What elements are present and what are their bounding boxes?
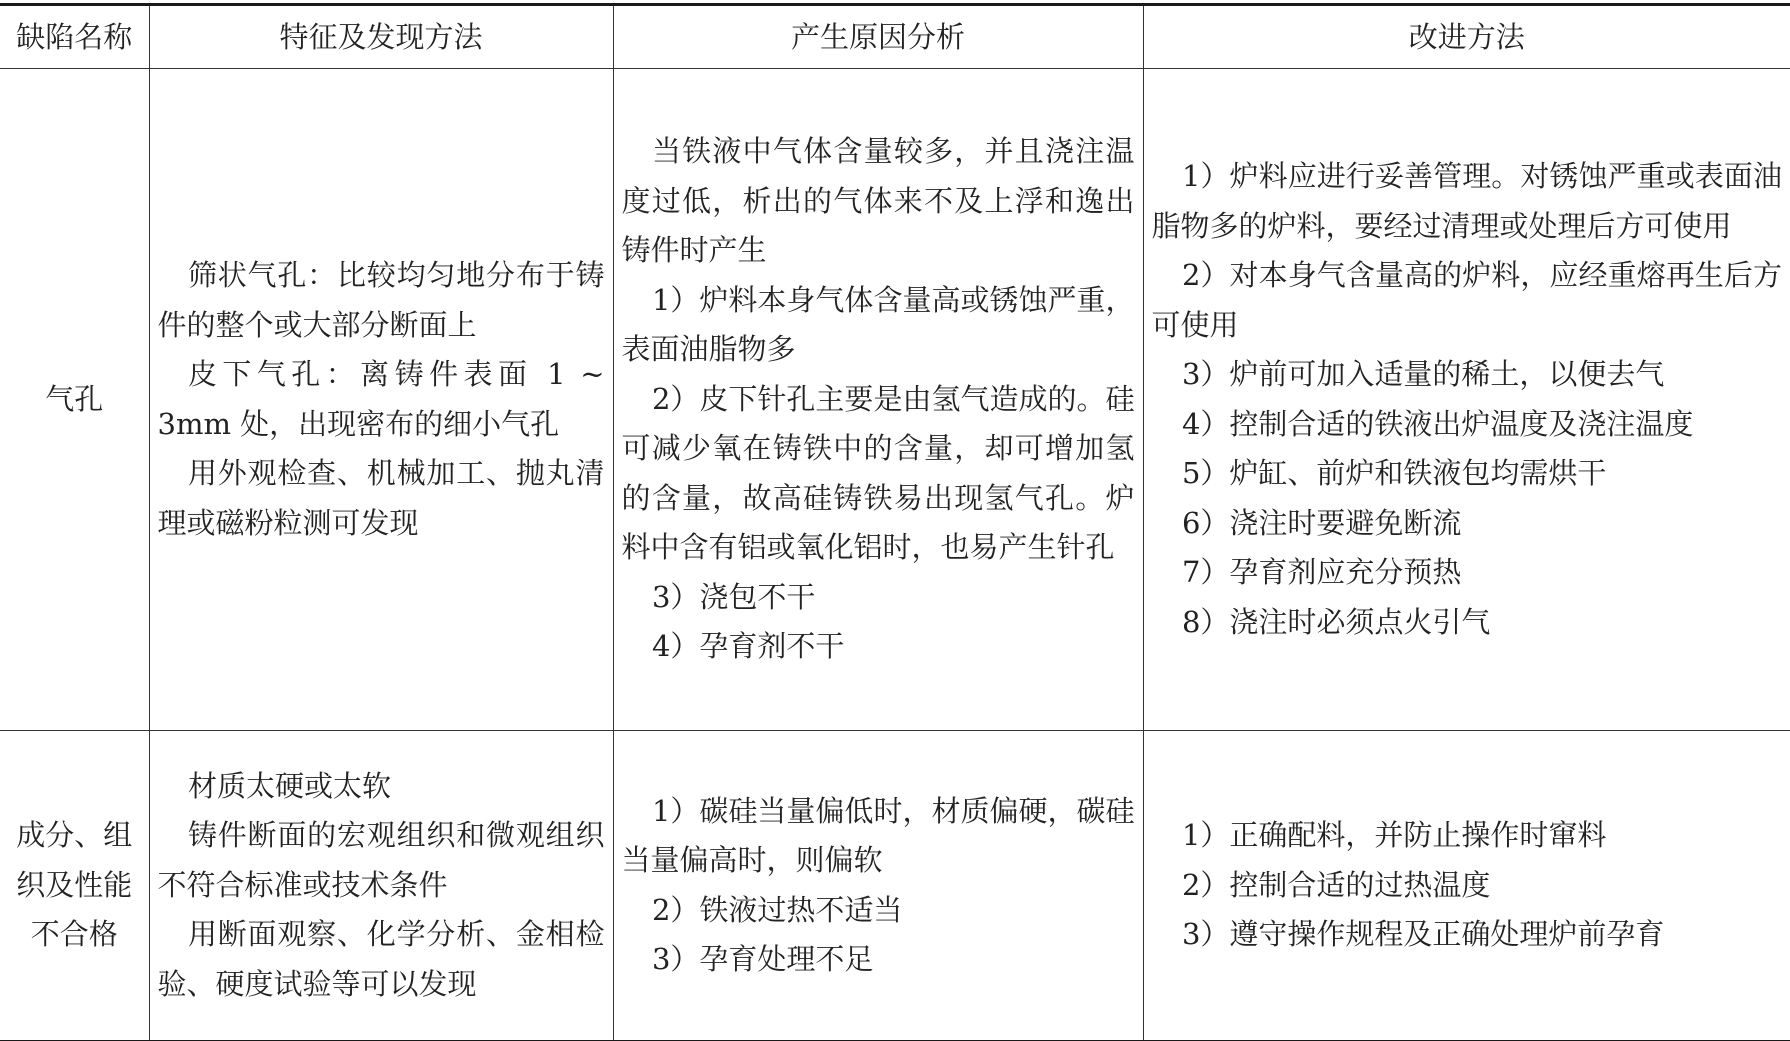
improvement-paragraph: 6）浇注时要避免断流 (1181, 505, 1462, 540)
causes-cell (613, 69, 1143, 731)
causes-cell (613, 731, 1143, 1041)
features-cell (149, 731, 613, 1041)
cause-paragraph: 当铁液中气体含量较多，并且浇注温度过低，析出的气体来不及上浮和逸出铸件时产生 (621, 134, 1135, 268)
defect-name-cell (0, 731, 149, 1041)
improvement-paragraph: 3）炉前可加入适量的稀土，以便去气 (1181, 357, 1665, 391)
feature-paragraph: 材质太硬或太软 (187, 768, 391, 803)
defect-name-line: 成分、组 (16, 818, 133, 853)
cause-paragraph: 4）孕育剂不干 (651, 629, 845, 664)
header-defect-name: 缺陷名称 (0, 5, 149, 69)
cause-paragraph: 1）炉料本身气体含量高或锈蚀严重，表面油脂物多 (621, 282, 1135, 367)
improvement-paragraph: 3）遵守操作规程及正确处理炉前孕育 (1181, 917, 1665, 952)
table-row (0, 731, 1790, 1041)
cause-paragraph: 3）孕育处理不足 (651, 942, 874, 976)
table-row (0, 69, 1790, 731)
header-causes: 产生原因分析 (613, 5, 1143, 69)
header-features: 特征及发现方法 (149, 5, 613, 69)
cause-paragraph: 3）浇包不干 (651, 579, 816, 614)
feature-paragraph: 筛状气孔：比较均匀地分布于铸件的整个或大部分断面上 (157, 258, 605, 342)
defect-name-line: 织及性能 (16, 867, 133, 902)
improvement-paragraph: 2）控制合适的过热温度 (1181, 867, 1491, 902)
features-cell (149, 69, 613, 731)
improvement-paragraph: 2）对本身气含量高的炉料，应经重熔再生后方可使用 (1151, 258, 1782, 342)
header-improvements: 改进方法 (1143, 5, 1790, 69)
improvement-paragraph: 5）炉缸、前炉和铁液包均需烘干 (1181, 456, 1607, 490)
feature-paragraph: 用断面观察、化学分析、金相检验、硬度试验等可以发现 (157, 917, 605, 1001)
improvement-paragraph: 1）炉料应进行妥善管理。对锈蚀严重或表面油脂物多的炉料，要经过清理或处理后方可使用 (1151, 159, 1782, 243)
improvements-cell (1143, 69, 1790, 731)
defect-name-line: 不合格 (30, 917, 118, 952)
cause-paragraph: 1）碳硅当量偏低时，材质偏硬，碳硅当量偏高时，则偏软 (621, 793, 1135, 877)
header-row (0, 5, 1790, 69)
feature-paragraph: 皮下气孔：离铸件表面 1 ~ 3mm 处，出现密布的细小气孔 (157, 357, 605, 441)
improvement-paragraph: 4）控制合适的铁液出炉温度及浇注温度 (1181, 406, 1694, 441)
feature-paragraph: 铸件断面的宏观组织和微观组织不符合标准或技术条件 (157, 818, 605, 902)
improvements-cell (1143, 731, 1790, 1041)
cause-paragraph: 2）皮下针孔主要是由氢气造成的。硅可减少氧在铸铁中的含量，却可增加氢的含量，故高硅铸铁易出现氢气孔。炉料中含有铝或氧化铝时，也易产生针孔 (621, 381, 1135, 565)
improvement-paragraph: 7）孕育剂应充分预热 (1181, 555, 1462, 589)
improvement-paragraph: 1）正确配料，并防止操作时窜料 (1181, 818, 1607, 853)
improvement-paragraph: 8）浇注时必须点火引气 (1181, 604, 1491, 639)
defect-table (0, 3, 1790, 1041)
defect-name-line: 气孔 (45, 381, 104, 416)
cause-paragraph: 2）铁液过热不适当 (651, 892, 903, 927)
feature-paragraph: 用外观检查、机械加工、抛丸清理或磁粉粒测可发现 (157, 456, 605, 540)
defect-name-cell (0, 69, 149, 731)
